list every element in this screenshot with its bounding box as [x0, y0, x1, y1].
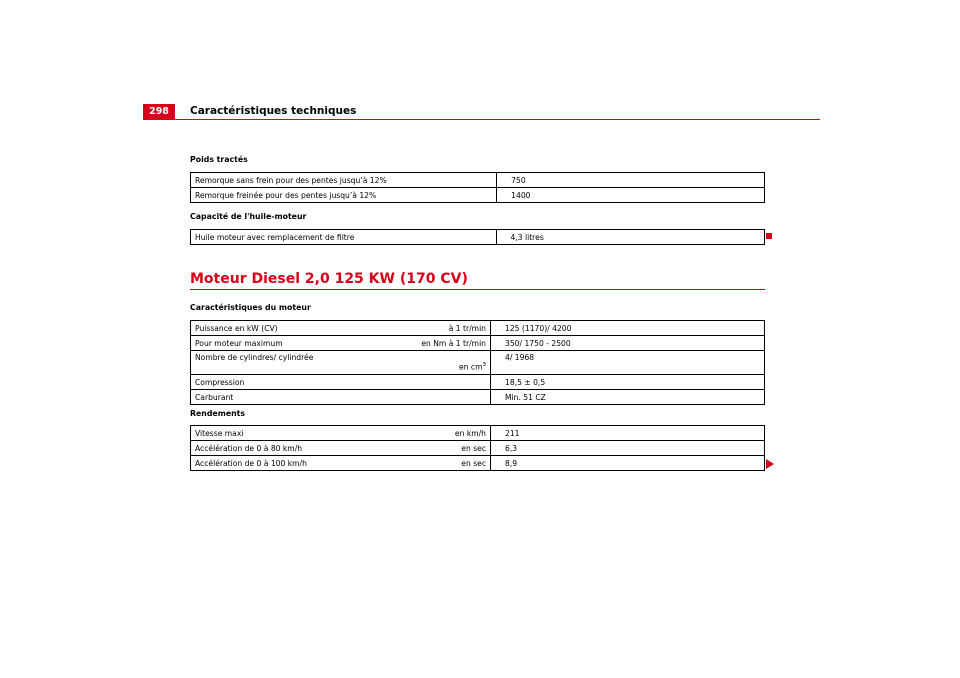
engine-row-value: Min. 51 CZ: [505, 392, 546, 402]
performance-row-label: Accélération de 0 à 100 km/h: [195, 458, 307, 468]
section-end-marker: [766, 233, 772, 239]
engine-row-label: Nombre de cylindres/ cylindrée: [191, 351, 373, 375]
performance-table: [190, 425, 765, 471]
engine-row-value: 4/ 1968: [491, 351, 765, 375]
table-row: [191, 390, 765, 405]
table-row: [191, 456, 765, 471]
towing-row-label: Remorque freinée pour des pentes jusqu’à 12%: [191, 188, 497, 203]
engine-row-label: Carburant: [195, 392, 234, 402]
unit-text: en cm: [459, 363, 483, 372]
engine-heading: Moteur Diesel 2,0 125 KW (170 CV): [190, 271, 468, 287]
table-row: [191, 188, 765, 203]
oil-row-value: 4,3 litres: [510, 232, 544, 242]
performance-row-value: 6,3: [491, 441, 765, 456]
towing-table: [190, 172, 765, 203]
heading-divider: [190, 289, 765, 290]
continue-arrow-icon: [766, 459, 774, 469]
engine-row-label: Puissance en kW (CV): [191, 321, 373, 336]
performance-row-label: Vitesse maxi: [191, 426, 373, 441]
oil-row-label: Huile moteur avec remplacement de filtre: [191, 230, 497, 245]
engine-table: [190, 320, 765, 405]
towing-section-label: Poids tractés: [190, 155, 248, 164]
engine-row-unit: [372, 390, 491, 405]
table-row: [191, 173, 765, 188]
performance-row-unit: en sec: [372, 456, 491, 471]
oil-table: [190, 229, 765, 245]
engine-row-unit: [372, 351, 491, 375]
engine-row-value: 18,5 ± 0,5: [491, 375, 765, 390]
performance-section-label: Rendements: [190, 409, 246, 418]
table-row: [191, 351, 765, 375]
page-number: 298: [143, 104, 175, 119]
table-row: [191, 375, 765, 390]
performance-row-value: 211: [491, 426, 765, 441]
engine-row-value: 125 (1170)/ 4200: [491, 321, 765, 336]
towing-row-label: Remorque sans frein pour des pentes jusqu’à 12%: [191, 173, 497, 188]
page-title: Caractéristiques techniques: [190, 105, 357, 117]
towing-row-value: 1400: [511, 190, 531, 200]
header-divider: [143, 119, 820, 120]
engine-row-value: 350/ 1750 - 2500: [491, 336, 765, 351]
engine-row-unit: [372, 375, 491, 390]
performance-row-value: 8,9: [505, 458, 518, 468]
performance-row-unit: en km/h: [372, 426, 491, 441]
engine-row-unit: à 1 tr/min: [372, 321, 491, 336]
engine-row-unit: en Nm à 1 tr/min: [372, 336, 491, 351]
performance-row-label: Accélération de 0 à 80 km/h: [191, 441, 373, 456]
oil-section-label: Capacité de l'huile-moteur: [190, 212, 307, 221]
performance-row-unit: en sec: [372, 441, 491, 456]
table-row: [191, 230, 765, 245]
table-row: [191, 336, 765, 351]
table-row: [191, 321, 765, 336]
unit-superscript: 3: [482, 362, 486, 369]
engine-row-label: Pour moteur maximum: [191, 336, 373, 351]
towing-row-value: 750: [497, 173, 765, 188]
engine-section-label: Caractéristiques du moteur: [190, 303, 311, 312]
table-row: [191, 441, 765, 456]
engine-row-label: Compression: [191, 375, 373, 390]
table-row: [191, 426, 765, 441]
